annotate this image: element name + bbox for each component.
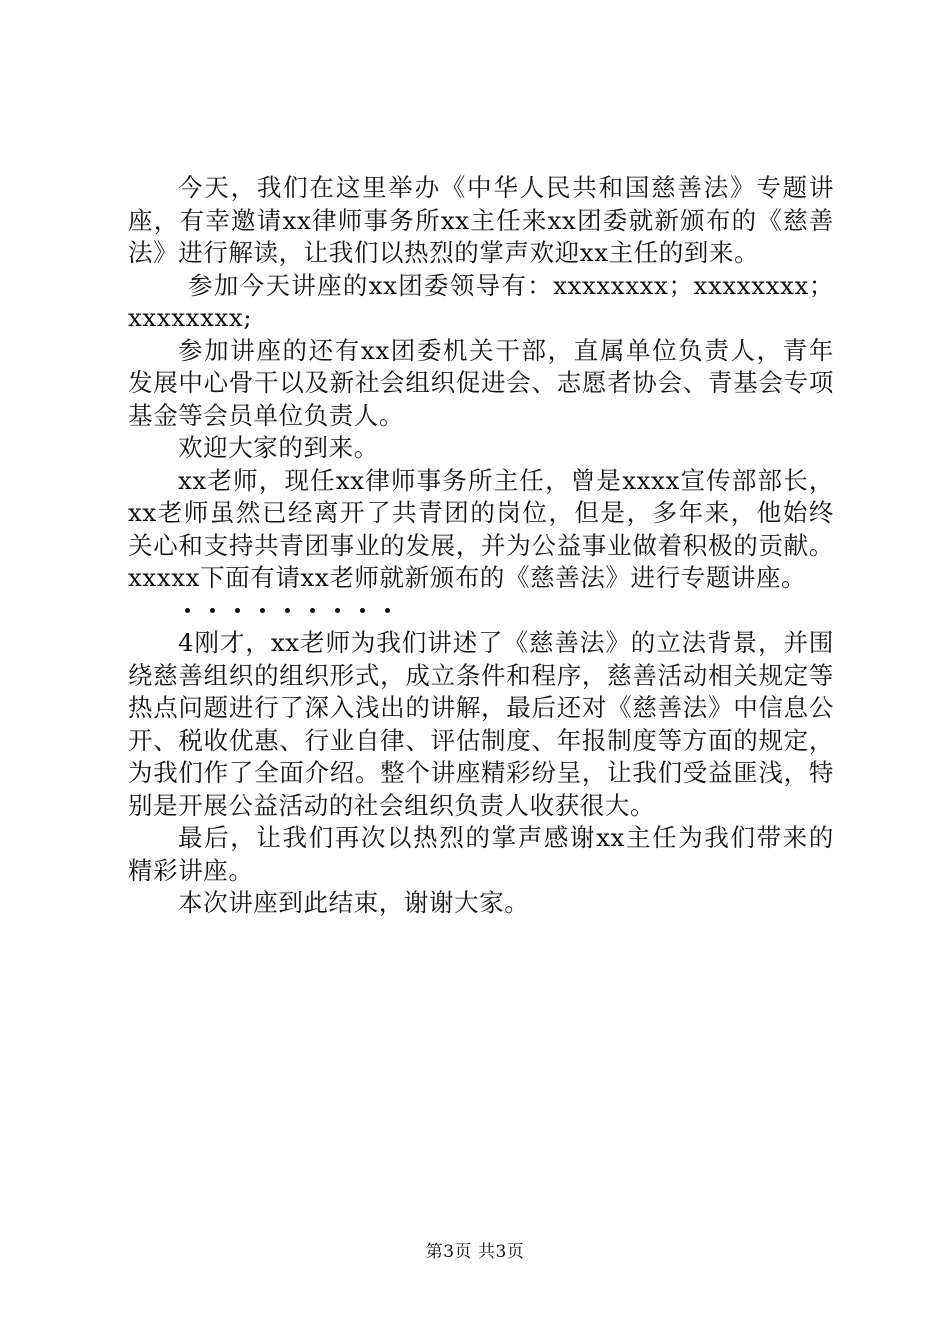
- document-body: [128, 172, 834, 920]
- paragraph-speaker-intro: xx老师，现任xx律师事务所主任，曾是xxxx宣传部部长，xx老师虽然已经离开了共青团的岗位，但是，多年来，他始终关心和支持共青团事业的发展，并为公益事业做着积极的贡献。xxxxx下面有请xx老师就新颁布的《慈善法》进行专题讲座。: [128, 465, 834, 592]
- separator-dot: [385, 608, 390, 613]
- paragraph-closing: 本次讲座到此结束，谢谢大家。: [178, 888, 530, 917]
- separator-dot: [335, 608, 340, 613]
- paragraph-opening: 今天，我们在这里举办《中华人民共和国慈善法》专题讲座，有幸邀请xx律师事务所xx主任来xx团委就新颁布的《慈善法》进行解读，让我们以热烈的掌声欢迎xx主任的到来。: [128, 173, 834, 267]
- paragraph-leaders: 参加今天讲座的xx团委领导有：xxxxxxxx；xxxxxxxx；xxxxxxxx;: [128, 270, 834, 332]
- separator-dot: [185, 608, 190, 613]
- dot-separator: [128, 595, 834, 628]
- page-footer: [0, 1241, 950, 1263]
- separator-dot: [235, 608, 240, 613]
- paragraph-attendees: 参加讲座的还有xx团委机关干部，直属单位负责人，青年发展中心骨干以及新社会组织促进会、志愿者协会、青基会专项基金等会员单位负责人。: [128, 335, 834, 430]
- separator-dot: [260, 608, 265, 613]
- paragraph-thanks: 最后，让我们再次以热烈的掌声感谢xx主任为我们带来的精彩讲座。: [128, 823, 834, 885]
- separator-dot: [360, 608, 365, 613]
- separator-dot: [210, 608, 215, 613]
- separator-dot: [285, 608, 290, 613]
- separator-dot: [310, 608, 315, 613]
- paragraph-summary: 4刚才，xx老师为我们讲述了《慈善法》的立法背景，并围绕慈善组织的组织形式，成立条件和程序，慈善活动相关规定等热点问题进行了深入浅出的讲解，最后还对《慈善法》中信息公开、税收优惠、行业自律、评估制度、年报制度等方面的规定，为我们作了全面介绍。整个讲座精彩纷呈，让我们受益匪浅，特别是开展公益活动的社会组织负责人收获很大。: [128, 628, 834, 820]
- paragraph-welcome: 欢迎大家的到来。: [178, 433, 379, 462]
- page-number-label: 第3页 共3页: [425, 1242, 525, 1262]
